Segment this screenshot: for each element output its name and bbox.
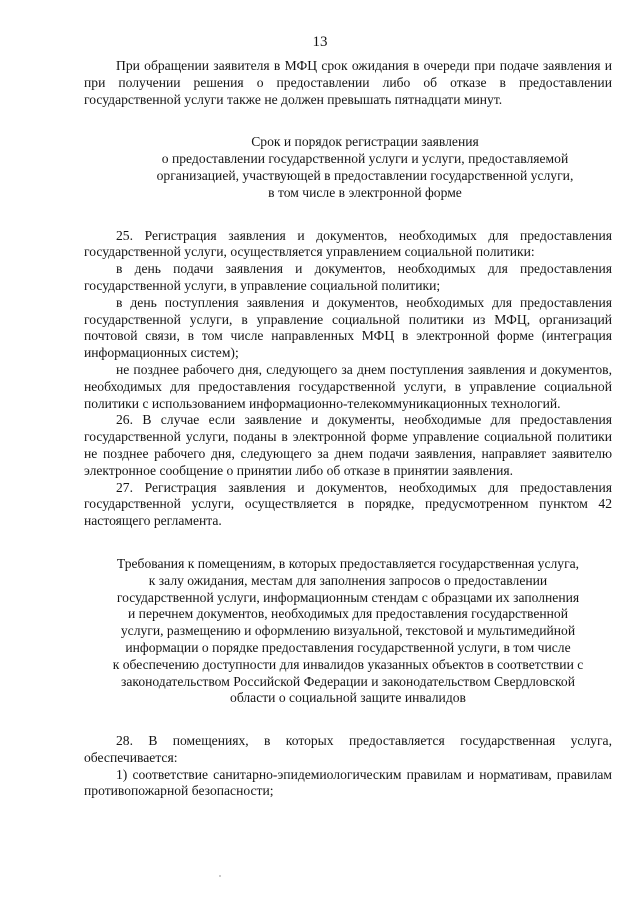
- heading-line: в том числе в электронной форме: [268, 184, 462, 200]
- scan-speck: [219, 875, 221, 877]
- intro-paragraph: При обращении заявителя в МФЦ срок ожидания в очереди при подаче заявления и при получении решения о предоставлении либо об отказе в предоставлении государственной услуги также не должен превышать пятнадцати минут.: [84, 58, 612, 107]
- heading-line: области о социальной защите инвалидов: [230, 690, 466, 706]
- paragraph-25: 25. Регистрация заявления и документов, необходимых для предоставления государственной услуги, осуществляется управлением социальной политики:: [84, 227, 612, 260]
- heading-line: услуги, размещению и оформлению визуальной, текстовой и мультимедийной: [120, 623, 576, 639]
- heading-line: к залу ожидания, местам для заполнения запросов о предоставлении: [148, 572, 548, 588]
- page-content: [84, 58, 612, 800]
- heading-line: о предоставлении государственной услуги и услуги, предоставляемой: [161, 151, 569, 167]
- heading-line: организацией, участвующей в предоставлении государственной услуги,: [156, 167, 574, 183]
- heading-line: и перечнем документов, необходимых для предоставления государственной: [128, 606, 568, 622]
- paragraph-28: 28. В помещениях, в которых предоставляется государственная услуга, обеспечивается:: [84, 733, 612, 765]
- section-heading-premises: [84, 556, 612, 707]
- heading-line: Срок и порядок регистрации заявления: [251, 134, 479, 150]
- heading-line: государственной услуги, информационным стендам с образцами их заполнения: [116, 589, 580, 605]
- list-item: 1) соответствие санитарно-эпидемиологическим правилам и нормативам, правилам противопожарной безопасности;: [84, 766, 612, 799]
- page-number: 13: [312, 34, 328, 50]
- heading-line: информации о порядке предоставления государственной услуги, в том числе: [125, 639, 571, 655]
- list-item: не позднее рабочего дня, следующего за днем поступления заявления и документов, необходимых для предоставления государственной услуги, в управление социальной политики с использованием информационно-телекоммуникационных технологий.: [84, 361, 612, 411]
- heading-line: законодательством Российской Федерации и законодательством Свердловской: [121, 673, 575, 689]
- list-item: в день подачи заявления и документов, необходимых для предоставления государственной услуги, в управление социальной политики;: [84, 261, 612, 293]
- heading-line: Требования к помещениям, в которых предоставляется государственная услуга,: [116, 555, 580, 571]
- list-item: в день поступления заявления и документов, необходимых для предоставления государственной услуги, в управление социальной политики из МФЦ, организаций почтовой связи, в том числе направленных МФЦ в электронной форме (интеграция информационных систем);: [84, 294, 612, 361]
- paragraph-26: 26. В случае если заявление и документы, необходимые для предоставления государственной услуги, поданы в электронной форме управление социальной политики не позднее рабочего дня, следующего за днем подачи заявления, направляет заявителю электронное сообщение о принятии либо об отказе в принятии заявления.: [84, 412, 612, 478]
- section-heading-registration: [84, 134, 612, 201]
- paragraph-27: 27. Регистрация заявления и документов, необходимых для предоставления государственной услуги, осуществляется в порядке, предусмотренном пунктом 42 настоящего регламента.: [84, 479, 612, 529]
- heading-line: к обеспечению доступности для инвалидов указанных объектов в соответствии с: [112, 656, 584, 672]
